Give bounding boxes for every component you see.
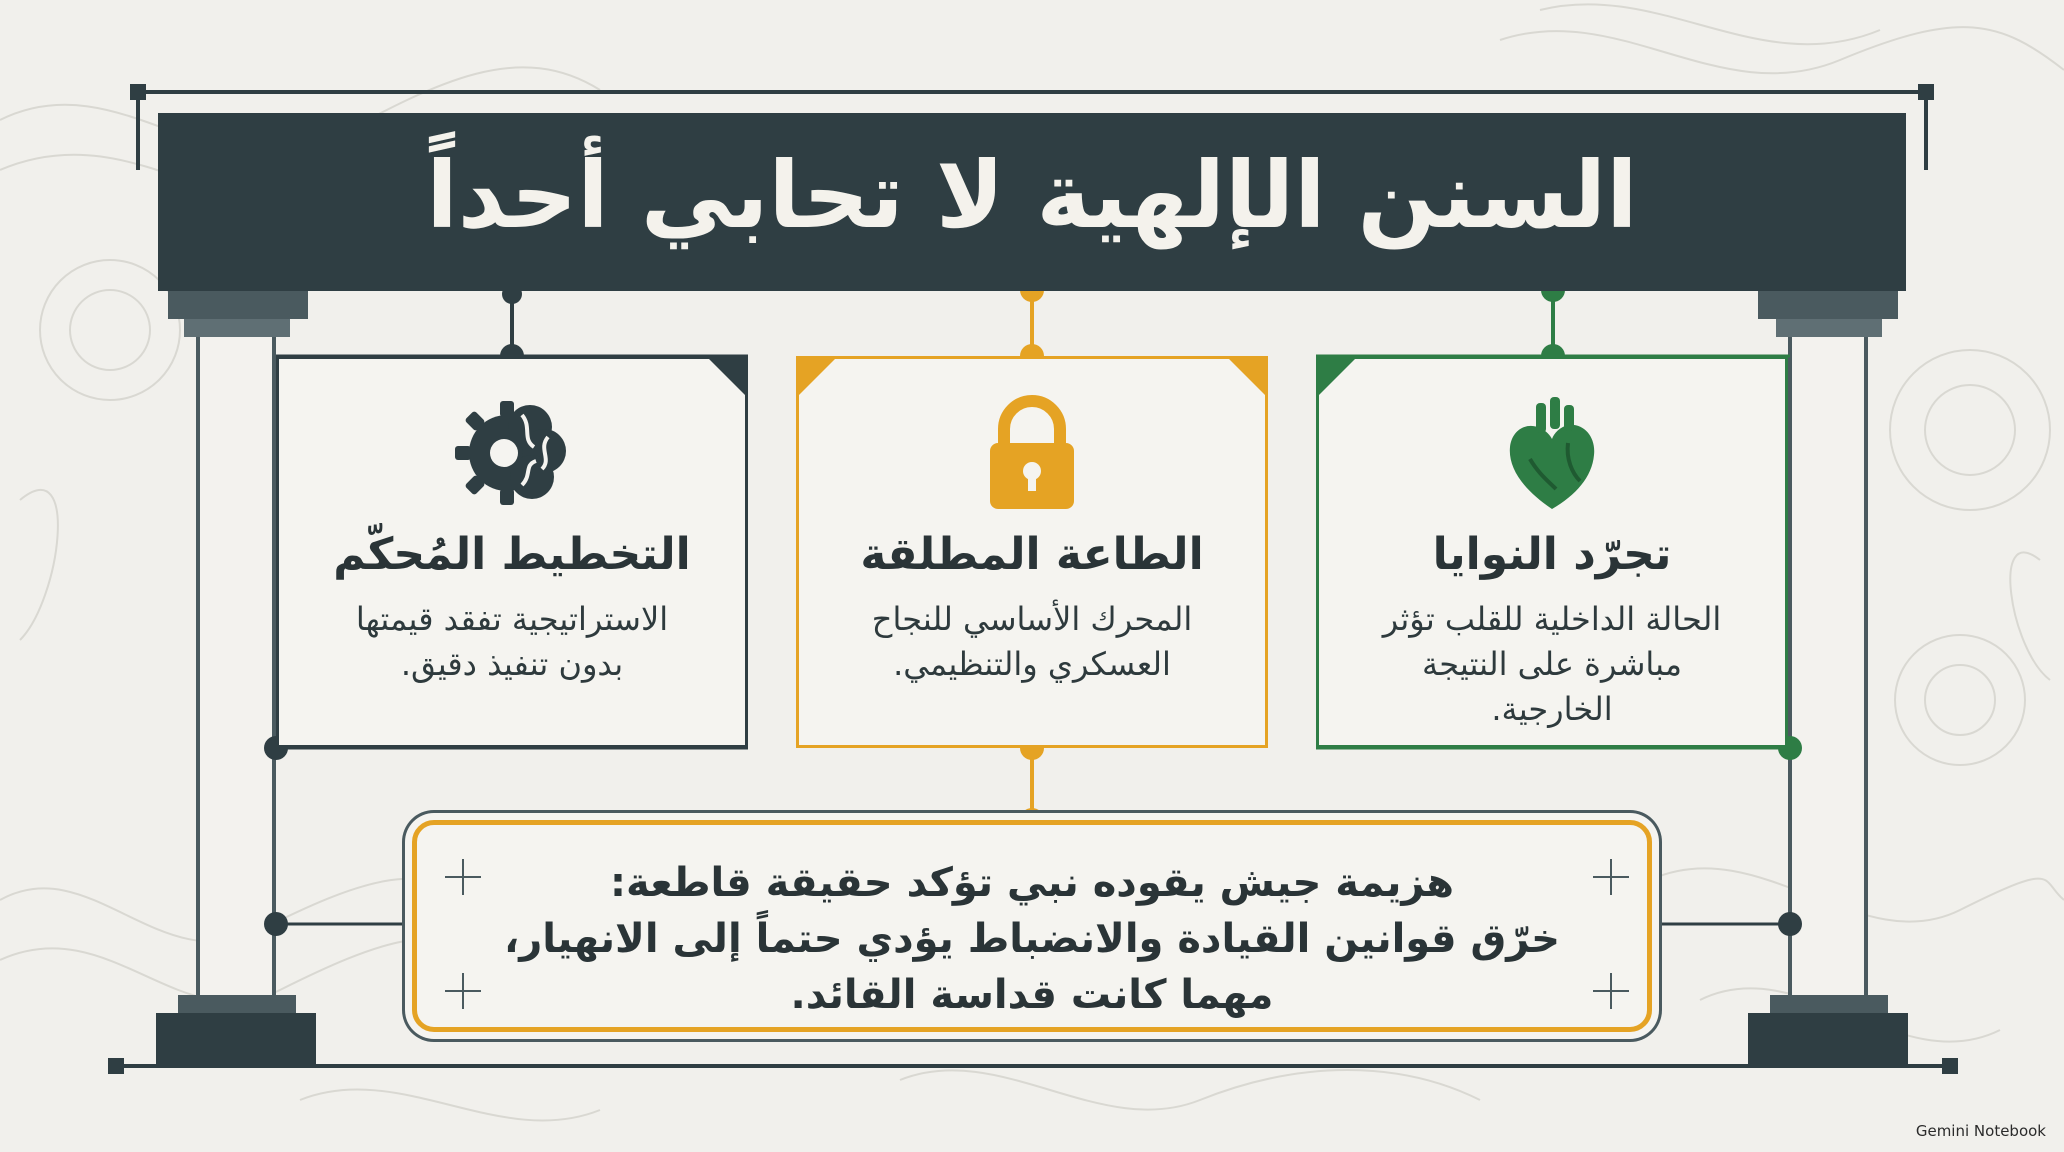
card-corner-accent bbox=[707, 357, 747, 397]
card-intentions bbox=[1316, 356, 1788, 748]
page-title: السنن الإلهية لا تحابي أحداً bbox=[426, 141, 1638, 249]
banner-line: هزيمة جيش يقوده نبي تؤكد حقيقة قاطعة: bbox=[610, 860, 1454, 906]
card-corner-accent bbox=[1317, 357, 1357, 397]
heart-icon bbox=[1502, 393, 1602, 517]
card-description: المحرك الأساسي للنجاح العسكري والتنظيمي. bbox=[871, 600, 1193, 683]
card-heading: تجرّد النوايا bbox=[1432, 529, 1672, 580]
card-obedience bbox=[796, 356, 1268, 748]
card-description: الحالة الداخلية للقلب تؤثر مباشرة على النتيجة الخارجية. bbox=[1382, 600, 1722, 728]
card-planning bbox=[276, 356, 748, 748]
card-description: الاستراتيجية تفقد قيمتها بدون تنفيذ دقيق. bbox=[355, 600, 669, 683]
watermark: Gemini Notebook bbox=[1915, 1122, 2046, 1140]
banner-line: مهما كانت قداسة القائد. bbox=[790, 972, 1274, 1018]
card-corner-accent bbox=[1227, 357, 1267, 397]
brain-gear-icon bbox=[452, 393, 572, 517]
card-heading: الطاعة المطلقة bbox=[860, 529, 1204, 580]
banner-line: خرّق قوانين القيادة والانضباط يؤدي حتماً إلى الانهيار، bbox=[504, 916, 1560, 962]
banner-text bbox=[417, 855, 1647, 1023]
card-heading: التخطيط المُحكّم bbox=[333, 529, 691, 580]
card-corner-accent bbox=[797, 357, 837, 397]
padlock-icon bbox=[982, 393, 1082, 517]
header-bar bbox=[158, 113, 1906, 291]
conclusion-banner bbox=[412, 820, 1652, 1032]
